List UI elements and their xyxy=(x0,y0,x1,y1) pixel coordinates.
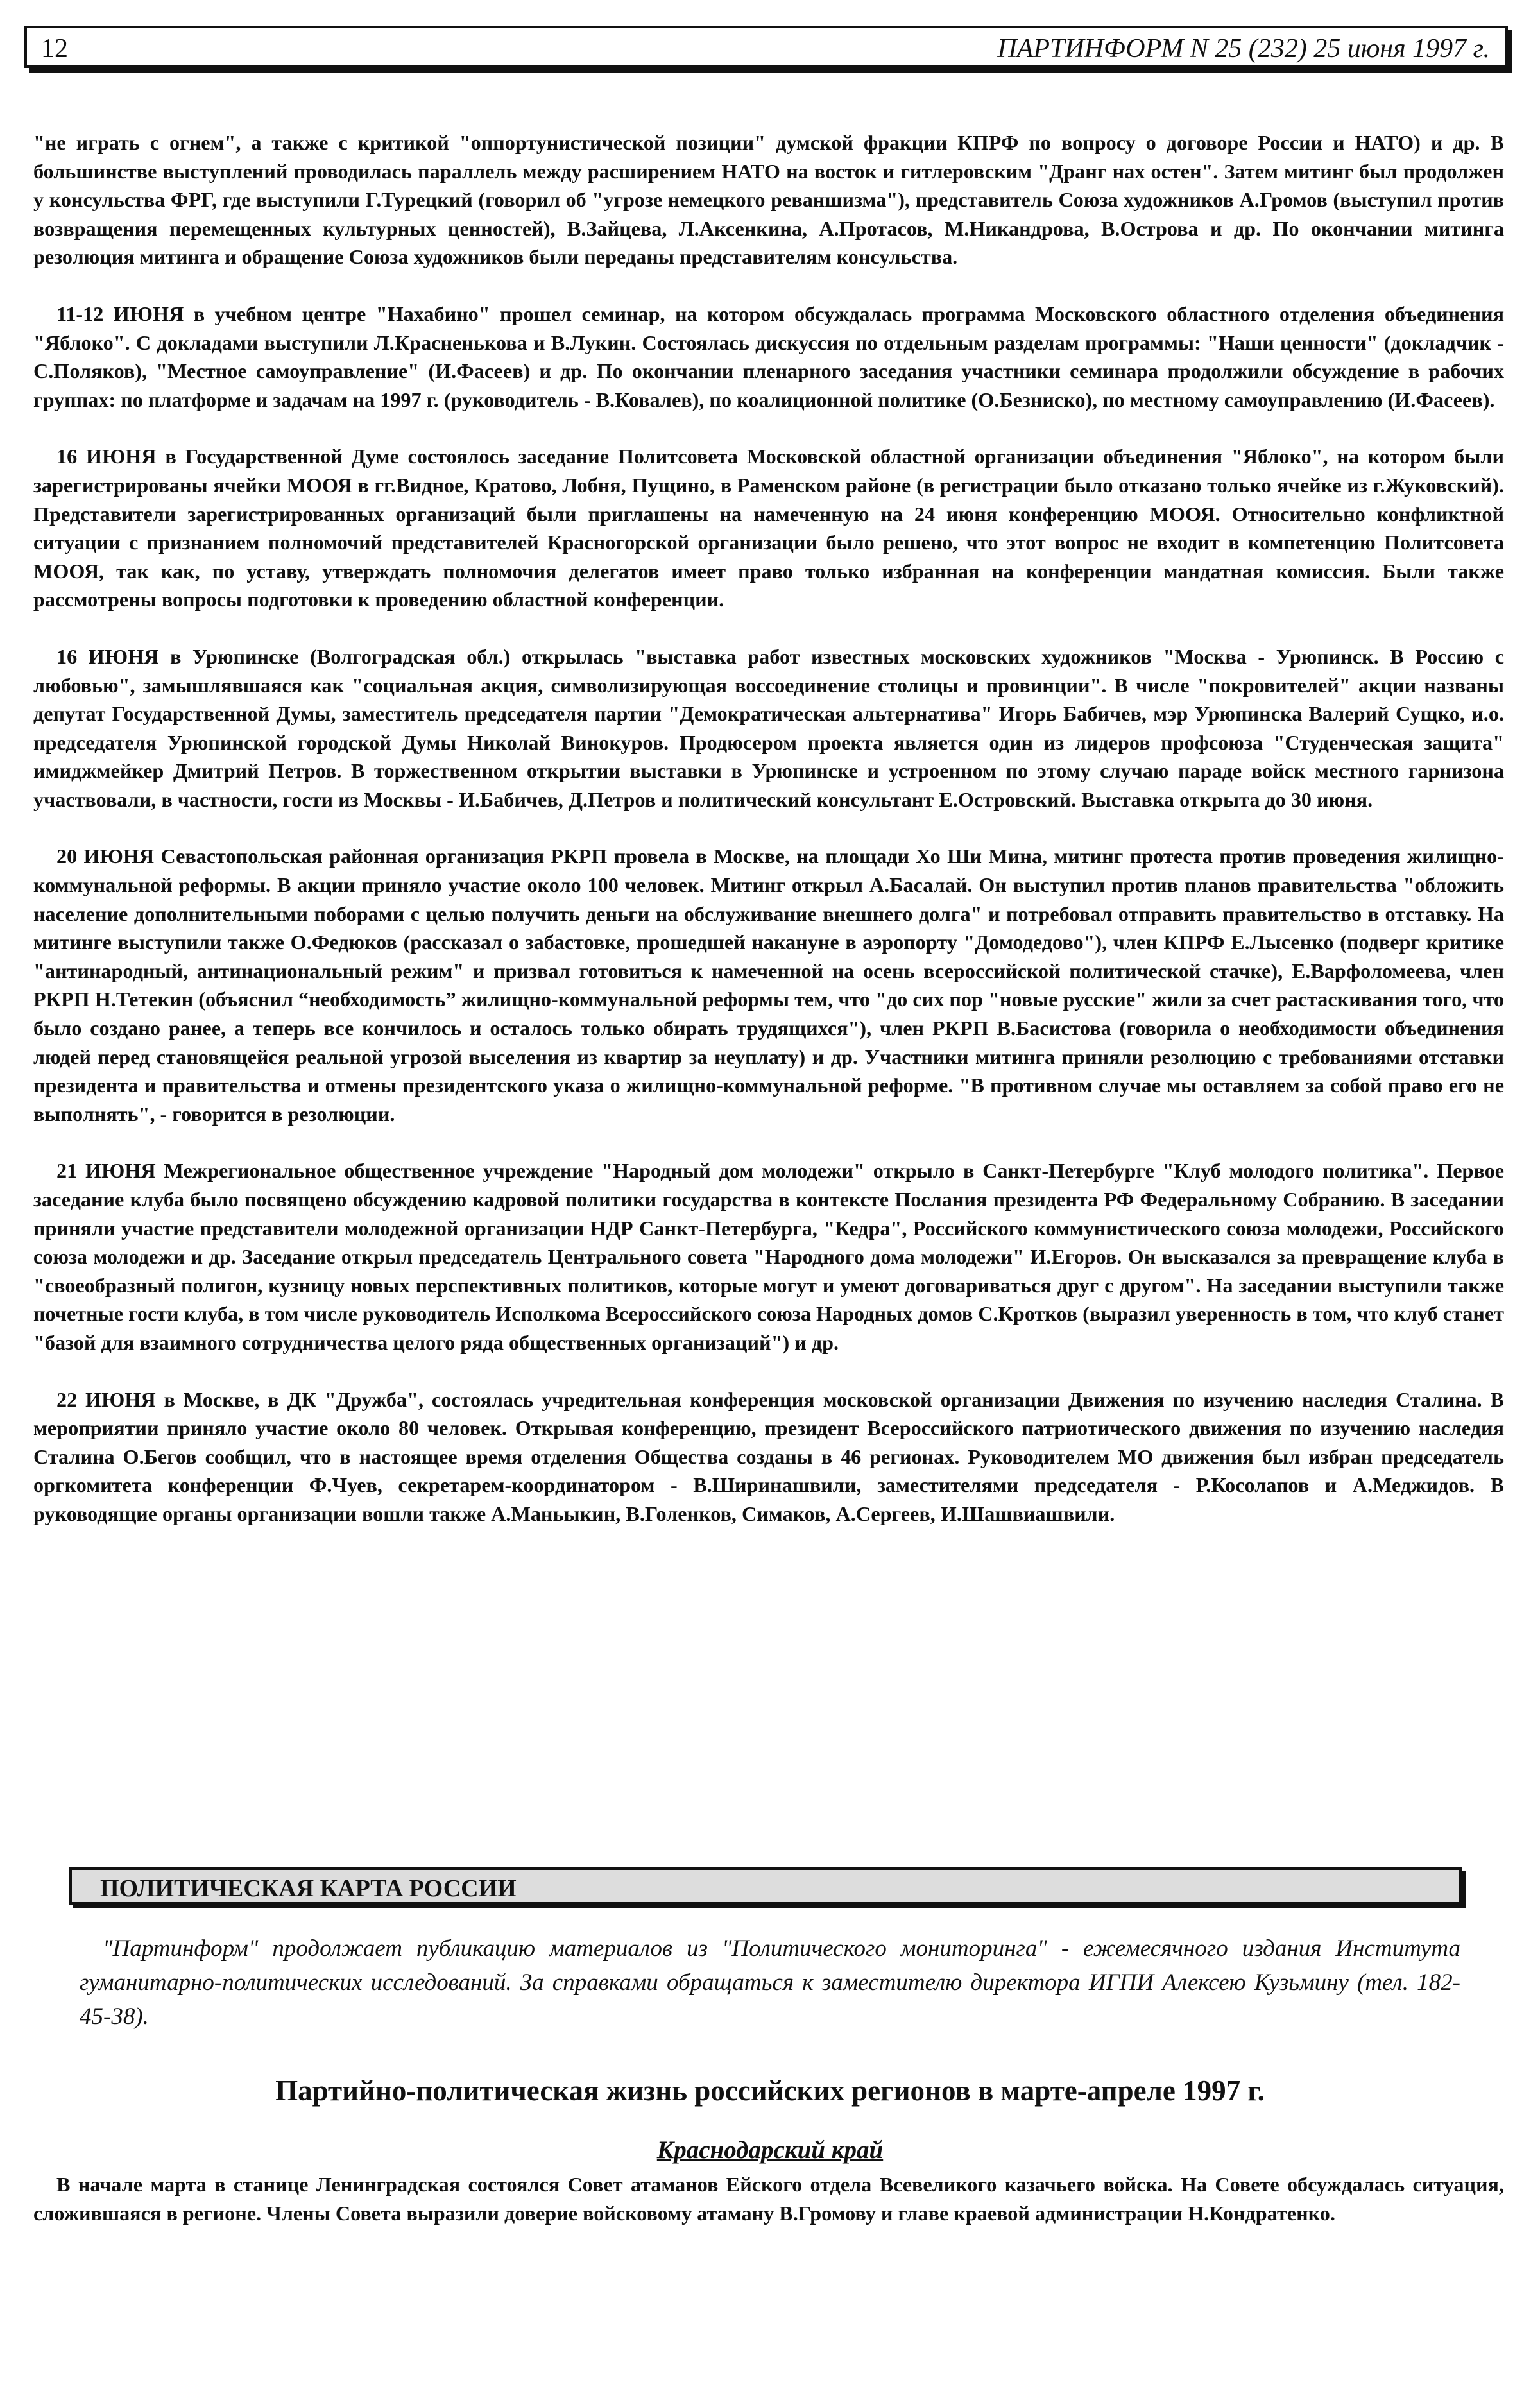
section-intro: "Партинформ" продолжает публикацию материалов из "Политического мониторинга" - ежемесячного издания Института гуманитарно-политических исследований. За справками обращаться к заместителю директора ИГПИ Алексею Кузьмину (тел. 182-45-38). xyxy=(80,1935,1460,2030)
paragraph-june-16-duma: 16 ИЮНЯ в Государственной Думе состоялось заседание Политсовета Московской областной организации объединения "Яблоко", на котором были зарегистрированы ячейки МООЯ в гг.Видное, Кратово, Лобня, Пущино, в Раменском районе (в регистрации было отказано только ячейке из г.Жуковский). Представители зарегистрированных организаций были приглашены на намеченную на 24 июня конференцию МООЯ. Относительно конфликтной ситуации с признанием полномочий представителей Красногорской организации было решено, что этот вопрос не входит в компетенцию Политсовета МООЯ, так как, по уставу, утверждать полномочия делегатов имеет право только избранная на конференции мандатная комиссия. Были также рассмотрены вопросы подготовки к проведению областной конференции. xyxy=(33,445,1504,612)
section-heading: ПОЛИТИЧЕСКАЯ КАРТА РОССИИ xyxy=(100,1875,517,1902)
issue-title: ПАРТИНФОРМ N 25 (232) 25 июня 1997 г. xyxy=(997,34,1490,64)
section-heading-bar xyxy=(69,1867,1462,1905)
paragraph-june-21: 21 ИЮНЯ Межрегиональное общественное учреждение "Народный дом молодежи" открыло в Санкт-Петербурге "Клуб молодого политика". Первое заседание клуба было посвящено обсуждению кадровой политики государства в контексте Послания президента РФ Федеральному Собранию. В заседании приняли участие представители молодежной организации НДР Санкт-Петербурга, "Кедра", Российского коммунистического союза молодежи, Российского союза молодежи и др. Заседание открыл председатель Центрального совета "Народного дома молодежи" И.Егоров. Он высказался за превращение клуба в "своеобразный полигон, кузницу новых перспективных политиков, которые могут и умеют договариваться друг с другом". На заседании выступили также почетные гости клуба, в том числе руководитель Исполкома Всероссийского союза Народных домов С.Кротков (выразил уверенность в том, что клуб станет "базой для взаимного сотрудничества целого ряда общественных организаций") и др. xyxy=(33,1159,1504,1354)
page-number: 12 xyxy=(41,34,68,64)
paragraph-june-22: 22 ИЮНЯ в Москве, в ДК "Дружба", состоялась учредительная конференция московской организации Движения по изучению наследия Сталина. В мероприятии приняло участие около 80 человек. Открывая конференцию, президент Всероссийского патриотического движения по изучению наследия Сталина О.Бегов сообщил, что в настоящее время отделения Общества созданы в 46 регионах. Руководителем МО движения был избран председатель оргкомитета конференции Ф.Чуев, секретарем-координатором - В.Ширинашвили, заместителями председателя - Р.Косолапов и А.Меджидов. В руководящие органы организации вошли также А.Маньыкин, В.Голенков, Симаков, А.Сергеев, И.Шашвиашвили. xyxy=(33,1387,1504,1525)
paragraph-june-11-12: 11-12 ИЮНЯ в учебном центре "Нахабино" прошел семинар, на котором обсуждалась программа Московского областного отделения объединения "Яблоко". С докладами выступили Л.Красненькова и В.Лукин. Состоялась дискуссия по отдельным разделам программы: "Наши ценности" (докладчик - С.Поляков), "Местное самоуправление" (И.Фасеев) и др. По окончании пленарного заседания участники семинара продолжили обсуждение в рабочих группах: по платформе и задачам на 1997 г. (руководитель - В.Ковалев), по коалиционной политике (О.Безниско), по местному самоуправлению (И.Фасеев). xyxy=(33,302,1504,411)
paragraph-june-20: 20 ИЮНЯ Севастопольская районная организация РКРП провела в Москве, на площади Хо Ши Мина, митинг протеста против проведения жилищно-коммунальной реформы. В акции приняло участие около 100 человек. Митинг открыл А.Басалай. Он выступил против планов правительства "обложить население дополнительными поборами с целью получить деньги на обслуживание внешнего долга" и потребовал отправить правительство в отставку. На митинге выступили также О.Федюков (рассказал о забастовке, прошедшей накануне в аэропорту "Домодедово"), член КПРФ Е.Лысенко (подверг критике "антинародный, антинациональный режим" и призвал готовиться к намеченной на осень всероссийской политической стачке), Е.Варфоломеева, член РКРП Н.Тетекин (объяснил “необходимость” жилищно-коммунальной реформы тем, что "до сих пор "новые русские" жили за счет растаскивания того, что было создано ранее, а теперь все кончилось и осталось только обирать трудящихся"), член РКРП В.Басистова (говорила о необходимости объединения людей перед становящейся реальной угрозой выселения из квартир за неуплату) и др. Участники митинга приняли резолюцию с требованиями отставки президента и правительства и отмены президентского указа о жилищно-коммунальной реформе. "В противном случае мы оставляем за собой право его не выполнять", - говорится в резолюции. xyxy=(33,844,1504,1126)
news-column xyxy=(33,128,1504,1557)
article-title: Партийно-политическая жизнь российских регионов в марте-апреле 1997 г. xyxy=(275,2075,1265,2107)
paragraph-june-16-uryupinsk: 16 ИЮНЯ в Урюпинске (Волгоградская обл.) открылась "выставка работ известных московских художников "Москва - Урюпинск. В Россию с любовью", замышлявшаяся как "социальная акция, символизирующая воссоединение столицы и провинции". В числе "покровителей" акции названы депутат Государственной Думы, заместитель председателя партии "Демократическая альтернатива" Игорь Бабичев, мэр Урюпинска Валерий Сущко, и.о. председателя Урюпинской городской Думы Николай Винокуров. Продюсером проекта является один из лидеров профсоюза "Студенческая защита" имиджмейкер Дмитрий Петров. В торжественном открытии выставки в Урюпинске и устроенном по этому случаю параде войск местного гарнизона участвовали, в частности, гости из Москвы - И.Бабичев, Д.Петров и политический консультант Е.Островский. Выставка открыта до 30 июня. xyxy=(33,644,1504,811)
paragraph-continuation: "не играть с огнем", а также с критикой "оппортунистической позиции" думской фракции КПРФ по вопросу о договоре России и НАТО) и др. В большинстве выступлений проводилась параллель между расширением НАТО на восток и гитлеровским "Дранг нах остен". Затем митинг был продолжен у консульства ФРГ, где выступили Г.Турецкий (говорил об "угрозе немецкого реваншизма"), представитель Союза художников А.Громов (выступил против возвращения перемещенных культурных ценностей), В.Зайцева, Л.Аксенкина, А.Протасов, М.Никандрова, В.Острова и др. По окончании митинга резолюция митинга и обращение Союза художников были переданы представителям консульства. xyxy=(33,131,1504,269)
region-heading: Краснодарский край xyxy=(656,2136,884,2164)
page-header xyxy=(24,26,1508,68)
region-paragraph: В начале марта в станице Ленинградская состоялся Совет атаманов Ейского отдела Всевеликого казачьего войска. На Совете обсуждалась ситуация, сложившаяся в регионе. Члены Совета выразили доверие войсковому атаману В.Громову и главе краевой администрации Н.Кондратенко. xyxy=(33,2173,1504,2225)
